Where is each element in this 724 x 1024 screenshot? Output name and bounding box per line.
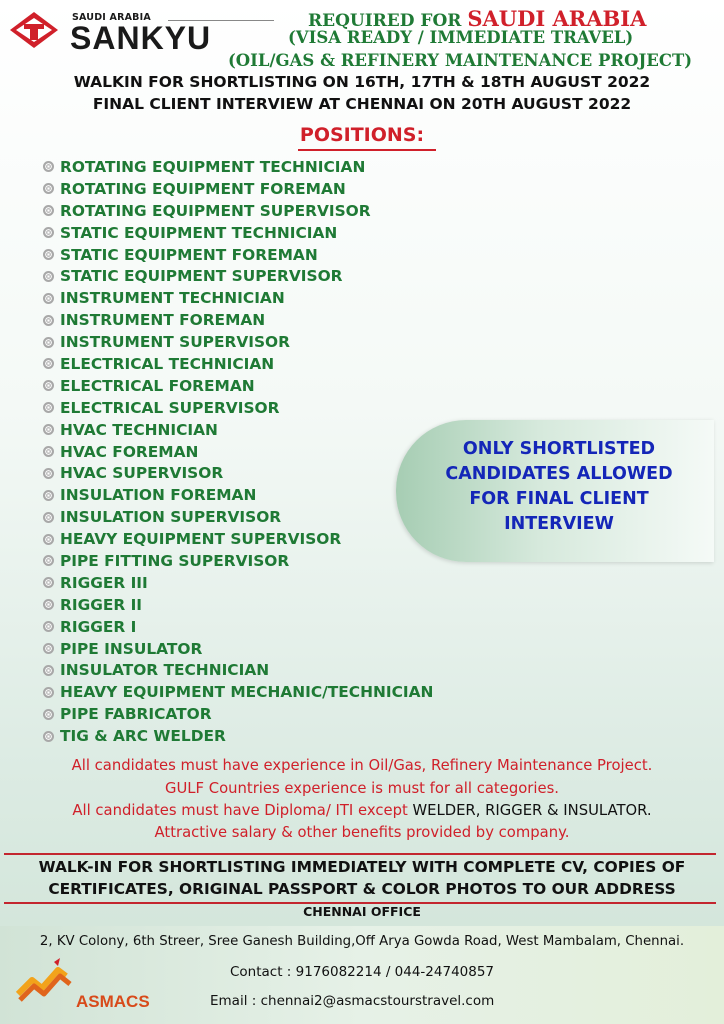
position-item [43,638,433,660]
position-item [43,419,433,441]
position-label: RIGGER I [60,617,137,636]
position-item [43,703,433,725]
shortlisted-note-box [396,420,714,562]
bullet-icon [43,577,54,588]
position-item [43,353,433,375]
sankyu-logo-mark-icon [8,10,60,50]
requirement-experience: All candidates must have experience in Oil/Gas, Refinery Maintenance Project. [71,757,653,774]
position-label: PIPE FABRICATOR [60,705,212,724]
bullet-icon [43,183,54,194]
position-item [43,572,433,594]
bullet-icon [43,271,54,282]
bullet-icon [43,731,54,742]
bullet-icon [43,599,54,610]
position-label: STATIC EQUIPMENT FOREMAN [60,245,318,264]
walkin-notice-line1: WALK-IN FOR SHORTLISTING IMMEDIATELY WITH COMPLETE CV, COPIES OF [38,858,686,876]
logo-brand-text: SANKYU [70,20,212,56]
position-label: STATIC EQUIPMENT TECHNICIAN [60,223,338,242]
position-item [43,178,433,200]
position-item [43,222,433,244]
position-item [43,200,433,222]
position-item [43,244,433,266]
position-item [43,441,433,463]
bullet-icon [43,337,54,348]
position-item [43,550,433,572]
bullet-icon [43,534,54,545]
bullet-icon [43,293,54,304]
position-label: INSULATION SUPERVISOR [60,508,282,527]
sankyu-logo [8,8,276,56]
logo-country-text: SAUDI ARABIA [72,12,151,23]
note-line: FOR FINAL CLIENT [469,489,649,509]
position-label: HVAC TECHNICIAN [60,420,218,439]
position-label: PIPE FITTING SUPERVISOR [60,551,290,570]
contact-email: Email : chennai2@asmacstourstravel.com [210,993,495,1009]
position-item [43,309,433,331]
note-line: ONLY SHORTLISTED [462,439,656,459]
position-label: ELECTRICAL FOREMAN [60,376,255,395]
requirement-salary: Attractive salary & other benefits provided by company. [154,824,570,841]
bullet-icon [43,315,54,326]
position-label: TIG & ARC WELDER [60,727,226,746]
bullet-icon [43,402,54,413]
position-label: ROTATING EQUIPMENT TECHNICIAN [60,157,366,176]
asmacs-logo-text: ASMACS [76,992,150,1011]
position-label: RIGGER II [60,595,143,614]
positions-title: POSITIONS: [299,124,425,146]
position-label: HEAVY EQUIPMENT SUPERVISOR [60,530,342,549]
position-item [43,506,433,528]
position-label: INSTRUMENT TECHNICIAN [60,289,285,308]
position-item [43,659,433,681]
position-label: ELECTRICAL SUPERVISOR [60,398,280,417]
office-label: CHENNAI OFFICE [303,904,421,919]
divider-top [4,853,716,855]
interview-date: FINAL CLIENT INTERVIEW AT CHENNAI ON 20TH AUGUST 2022 [92,95,632,113]
bullet-icon [43,358,54,369]
position-label: INSULATOR TECHNICIAN [60,661,270,680]
position-item [43,156,433,178]
position-item [43,616,433,638]
position-label: ELECTRICAL TECHNICIAN [60,354,275,373]
position-label: HVAC FOREMAN [60,442,199,461]
position-label: HEAVY EQUIPMENT MECHANIC/TECHNICIAN [60,683,434,702]
position-item [43,265,433,287]
asmacs-logo-icon [14,956,80,1002]
position-label: HVAC SUPERVISOR [60,464,224,483]
position-item [43,528,433,550]
shortlisted-note-text [396,437,722,537]
position-label: PIPE INSULATOR [60,639,203,658]
position-item [43,484,433,506]
note-line: INTERVIEW [504,514,614,534]
bullet-icon [43,424,54,435]
bullet-icon [43,161,54,172]
bullet-icon [43,249,54,260]
requirement-exceptions: WELDER, RIGGER & INSULATOR. [412,802,652,819]
requirement-diploma-text: All candidates must have Diploma/ ITI except [72,802,413,819]
walkin-notice-line2: CERTIFICATES, ORIGINAL PASSPORT & COLOR PHOTOS TO OUR ADDRESS [48,880,676,898]
position-item [43,397,433,419]
position-item [43,375,433,397]
required-prefix: REQUIRED FOR [308,11,468,31]
bullet-icon [43,665,54,676]
project-line: (OIL/GAS & REFINERY MAINTENANCE PROJECT) [228,51,693,70]
bullet-icon [43,468,54,479]
position-label: INSTRUMENT FOREMAN [60,311,266,330]
position-item [43,287,433,309]
required-country: SAUDI ARABIA [467,6,647,31]
position-label: ROTATING EQUIPMENT FOREMAN [60,179,346,198]
bullet-icon [43,621,54,632]
bullet-icon [43,709,54,720]
bullet-icon [43,687,54,698]
requirement-gulf: GULF Countries experience is must for all categories. [165,780,559,797]
visa-line: (VISA READY / IMMEDIATE TRAVEL) [288,28,634,47]
position-item [43,681,433,703]
bullet-icon [43,512,54,523]
position-label: ROTATING EQUIPMENT SUPERVISOR [60,201,371,220]
walkin-dates: WALKIN FOR SHORTLISTING ON 16TH, 17TH & 18TH AUGUST 2022 [73,73,651,91]
bullet-icon [43,446,54,457]
position-item [43,462,433,484]
position-item [43,331,433,353]
bullet-icon [43,227,54,238]
position-item [43,594,433,616]
office-address: 2, KV Colony, 6th Streer, Sree Ganesh Building,Off Arya Gowda Road, West Mambalam, Chennai. [39,934,685,949]
requirement-diploma [0,802,724,819]
position-label: INSTRUMENT SUPERVISOR [60,333,290,352]
positions-underline [298,149,436,151]
note-line: CANDIDATES ALLOWED [445,464,673,484]
bullet-icon [43,555,54,566]
position-label: STATIC EQUIPMENT SUPERVISOR [60,267,343,286]
positions-list [43,156,433,747]
position-item [43,725,433,747]
position-label: INSULATION FOREMAN [60,486,257,505]
bullet-icon [43,205,54,216]
bullet-icon [43,490,54,501]
position-label: RIGGER III [60,573,148,592]
contact-phone: Contact : 9176082214 / 044-24740857 [229,964,495,980]
bullet-icon [43,643,54,654]
bullet-icon [43,380,54,391]
